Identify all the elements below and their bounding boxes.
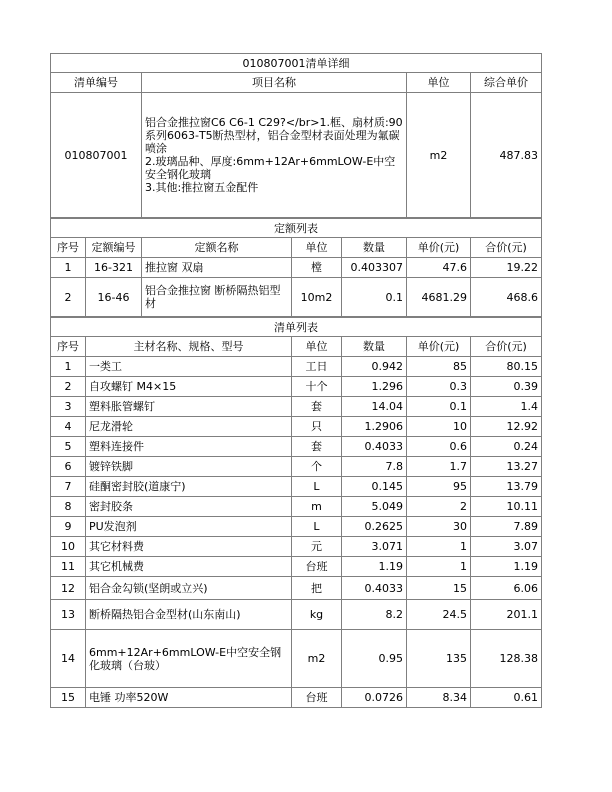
material-name: 铝合金勾锁(坚朗或立兴) xyxy=(86,577,292,600)
row-no: 11 xyxy=(51,557,86,577)
quota-code: 16-321 xyxy=(86,258,142,278)
table-row xyxy=(51,517,542,537)
table-row xyxy=(51,577,542,600)
material-unit: L xyxy=(292,517,342,537)
table-row xyxy=(51,537,542,557)
row-no: 3 xyxy=(51,397,86,417)
quota-name: 铝合金推拉窗 断桥隔热铝型材 xyxy=(142,278,292,317)
material-qty: 7.8 xyxy=(342,457,407,477)
material-unit: m xyxy=(292,497,342,517)
material-name: 其它材料费 xyxy=(86,537,292,557)
material-qty: 0.95 xyxy=(342,630,407,688)
material-total: 7.89 xyxy=(471,517,542,537)
material-total: 6.06 xyxy=(471,577,542,600)
quota-qty: 0.403307 xyxy=(342,258,407,278)
material-qty: 0.4033 xyxy=(342,577,407,600)
material-total: 201.1 xyxy=(471,600,542,630)
material-name: 6mm+12Ar+6mmLOW-E中空安全钢化玻璃（台玻） xyxy=(86,630,292,688)
material-price: 2 xyxy=(407,497,471,517)
material-total: 1.19 xyxy=(471,557,542,577)
material-unit: L xyxy=(292,477,342,497)
page-title: 010807001清单详细 xyxy=(51,54,542,73)
material-price: 0.3 xyxy=(407,377,471,397)
material-price: 95 xyxy=(407,477,471,497)
table-row xyxy=(51,688,542,708)
row-no: 4 xyxy=(51,417,86,437)
material-qty: 0.2625 xyxy=(342,517,407,537)
column-header: 定额编号 xyxy=(86,238,142,258)
row-no: 13 xyxy=(51,600,86,630)
column-header: 数量 xyxy=(342,238,407,258)
quota-header-row xyxy=(51,238,542,258)
material-qty: 0.145 xyxy=(342,477,407,497)
row-no: 1 xyxy=(51,258,86,278)
material-qty: 5.049 xyxy=(342,497,407,517)
material-unit: 十个 xyxy=(292,377,342,397)
material-price: 15 xyxy=(407,577,471,600)
quota-table xyxy=(50,218,542,317)
material-qty: 14.04 xyxy=(342,397,407,417)
material-name: 塑料胀管螺钉 xyxy=(86,397,292,417)
row-no: 12 xyxy=(51,577,86,600)
material-total: 1.4 xyxy=(471,397,542,417)
material-name: 电锤 功率520W xyxy=(86,688,292,708)
quota-qty: 0.1 xyxy=(342,278,407,317)
material-price: 1.7 xyxy=(407,457,471,477)
material-total: 0.24 xyxy=(471,437,542,457)
column-header: 单位 xyxy=(292,238,342,258)
material-qty: 8.2 xyxy=(342,600,407,630)
material-name: 硅酮密封胶(道康宁) xyxy=(86,477,292,497)
code-header: 清单编号 xyxy=(51,73,142,93)
table-row xyxy=(51,457,542,477)
item-code: 010807001 xyxy=(51,93,142,218)
quota-total: 19.22 xyxy=(471,258,542,278)
quota-unit: 樘 xyxy=(292,258,342,278)
material-total: 0.39 xyxy=(471,377,542,397)
column-header: 主材名称、规格、型号 xyxy=(86,337,292,357)
material-header-row xyxy=(51,337,542,357)
material-price: 0.1 xyxy=(407,397,471,417)
material-qty: 0.0726 xyxy=(342,688,407,708)
table-row xyxy=(51,497,542,517)
price-header: 综合单价 xyxy=(471,73,542,93)
material-price: 135 xyxy=(407,630,471,688)
material-total: 13.79 xyxy=(471,477,542,497)
material-name: 密封胶条 xyxy=(86,497,292,517)
column-header: 单价(元) xyxy=(407,238,471,258)
column-header: 序号 xyxy=(51,337,86,357)
material-unit: 工日 xyxy=(292,357,342,377)
unit-header: 单位 xyxy=(407,73,471,93)
table-row xyxy=(51,557,542,577)
material-total: 13.27 xyxy=(471,457,542,477)
row-no: 2 xyxy=(51,278,86,317)
material-unit: kg xyxy=(292,600,342,630)
material-price: 24.5 xyxy=(407,600,471,630)
row-no: 5 xyxy=(51,437,86,457)
table-row xyxy=(51,630,542,688)
table-row xyxy=(51,417,542,437)
material-qty: 1.2906 xyxy=(342,417,407,437)
quota-price: 47.6 xyxy=(407,258,471,278)
material-unit: 套 xyxy=(292,397,342,417)
table-row xyxy=(51,357,542,377)
column-header: 合价(元) xyxy=(471,337,542,357)
item-table xyxy=(50,53,542,218)
material-price: 10 xyxy=(407,417,471,437)
row-no: 7 xyxy=(51,477,86,497)
material-qty: 1.296 xyxy=(342,377,407,397)
material-name: 一类工 xyxy=(86,357,292,377)
material-unit: 台班 xyxy=(292,688,342,708)
name-header: 项目名称 xyxy=(142,73,407,93)
material-qty: 0.4033 xyxy=(342,437,407,457)
material-section-title: 清单列表 xyxy=(51,318,542,337)
material-total: 12.92 xyxy=(471,417,542,437)
material-total: 10.11 xyxy=(471,497,542,517)
table-row xyxy=(51,600,542,630)
material-unit: 只 xyxy=(292,417,342,437)
material-price: 8.34 xyxy=(407,688,471,708)
material-price: 0.6 xyxy=(407,437,471,457)
quota-name: 推拉窗 双扇 xyxy=(142,258,292,278)
material-name: PU发泡剂 xyxy=(86,517,292,537)
table-row xyxy=(51,278,542,317)
material-unit: 元 xyxy=(292,537,342,557)
column-header: 定额名称 xyxy=(142,238,292,258)
quota-section-title: 定额列表 xyxy=(51,219,542,238)
item-name: 铝合金推拉窗C6 C6-1 C29?</br>1.框、扇材质:90系列6063-T5断热型材，铝合金型材表面处理为氟碳喷涂 2.玻璃品种、厚度:6mm+12Ar+6mmLOW-E中空安全钢化玻璃 3.其他:推拉窗五金配件 xyxy=(142,93,407,218)
material-qty: 3.071 xyxy=(342,537,407,557)
column-header: 数量 xyxy=(342,337,407,357)
column-header: 序号 xyxy=(51,238,86,258)
item-price: 487.83 xyxy=(471,93,542,218)
row-no: 1 xyxy=(51,357,86,377)
material-price: 30 xyxy=(407,517,471,537)
quota-code: 16-46 xyxy=(86,278,142,317)
material-total: 80.15 xyxy=(471,357,542,377)
row-no: 8 xyxy=(51,497,86,517)
row-no: 6 xyxy=(51,457,86,477)
material-name: 塑料连接件 xyxy=(86,437,292,457)
material-total: 3.07 xyxy=(471,537,542,557)
material-unit: 台班 xyxy=(292,557,342,577)
material-unit: 套 xyxy=(292,437,342,457)
material-name: 断桥隔热铝合金型材(山东南山) xyxy=(86,600,292,630)
material-unit: 个 xyxy=(292,457,342,477)
quota-price: 4681.29 xyxy=(407,278,471,317)
material-unit: m2 xyxy=(292,630,342,688)
column-header: 单价(元) xyxy=(407,337,471,357)
quota-unit: 10m2 xyxy=(292,278,342,317)
row-no: 15 xyxy=(51,688,86,708)
material-price: 85 xyxy=(407,357,471,377)
material-qty: 0.942 xyxy=(342,357,407,377)
material-total: 128.38 xyxy=(471,630,542,688)
material-qty: 1.19 xyxy=(342,557,407,577)
item-unit: m2 xyxy=(407,93,471,218)
row-no: 9 xyxy=(51,517,86,537)
material-total: 0.61 xyxy=(471,688,542,708)
row-no: 10 xyxy=(51,537,86,557)
material-name: 其它机械费 xyxy=(86,557,292,577)
table-row xyxy=(51,258,542,278)
material-table xyxy=(50,317,542,708)
table-row xyxy=(51,377,542,397)
table-row xyxy=(51,437,542,457)
material-name: 尼龙滑轮 xyxy=(86,417,292,437)
row-no: 14 xyxy=(51,630,86,688)
column-header: 合价(元) xyxy=(471,238,542,258)
material-price: 1 xyxy=(407,537,471,557)
row-no: 2 xyxy=(51,377,86,397)
column-header: 单位 xyxy=(292,337,342,357)
material-name: 自攻螺钉 M4×15 xyxy=(86,377,292,397)
material-name: 镀锌铁脚 xyxy=(86,457,292,477)
table-row xyxy=(51,477,542,497)
material-price: 1 xyxy=(407,557,471,577)
table-row xyxy=(51,397,542,417)
material-unit: 把 xyxy=(292,577,342,600)
quota-total: 468.6 xyxy=(471,278,542,317)
